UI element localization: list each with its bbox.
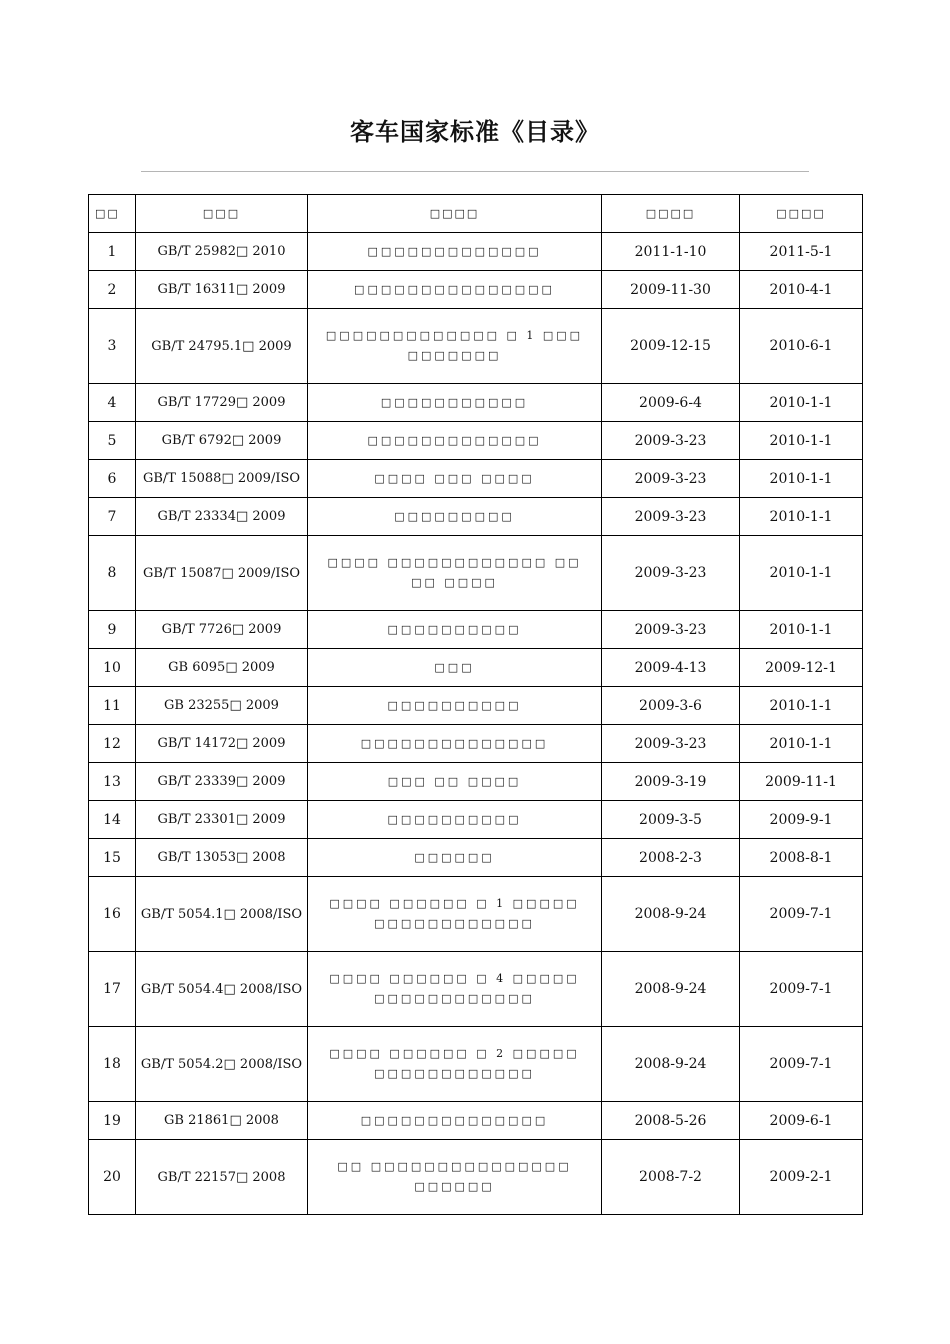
row-code: GB/T 14172□ 2009 xyxy=(136,725,308,763)
row-name xyxy=(308,649,602,687)
row-name-line: □□□□□□□□□□□□□ xyxy=(367,433,542,447)
row-name xyxy=(308,233,602,271)
row-name-line: □□□□□□ xyxy=(414,850,495,864)
row-effective-date: 2010-1-1 xyxy=(740,725,863,763)
row-code: GB/T 17729□ 2009 xyxy=(136,384,308,422)
row-effective-date: 2010-4-1 xyxy=(740,271,863,309)
row-name xyxy=(308,763,602,801)
row-name xyxy=(308,801,602,839)
row-name-line: □□□□□□□□□□□□ xyxy=(374,1067,535,1080)
row-code: GB/T 15087□ 2009/ISO xyxy=(136,536,308,611)
row-name xyxy=(308,952,602,1027)
row-no: 2 xyxy=(89,271,136,309)
table-row xyxy=(89,271,863,309)
row-name-line: □□ □□□□ xyxy=(411,576,498,589)
row-effective-date: 2010-1-1 xyxy=(740,498,863,536)
row-name-line: □□□□□□□□□□□□□□ xyxy=(360,736,549,750)
row-name-line: □□□□ □□□□□□ □ 2 □□□□□ xyxy=(329,1047,580,1060)
row-name-line: □□□□□□□□□□ xyxy=(387,622,522,636)
row-code: GB/T 25982□ 2010 xyxy=(136,233,308,271)
header-no: □□ xyxy=(89,195,136,233)
row-no: 12 xyxy=(89,725,136,763)
row-no: 4 xyxy=(89,384,136,422)
table-row xyxy=(89,422,863,460)
row-effective-date: 2010-1-1 xyxy=(740,687,863,725)
row-release-date: 2009-3-23 xyxy=(602,725,740,763)
row-name xyxy=(308,725,602,763)
table-row xyxy=(89,536,863,611)
row-no: 11 xyxy=(89,687,136,725)
row-effective-date: 2009-9-1 xyxy=(740,801,863,839)
row-name xyxy=(308,1140,602,1215)
row-code: GB 23255□ 2009 xyxy=(136,687,308,725)
row-name-line: □□□□ □□□□□□□□□□□□ □□ xyxy=(327,556,582,569)
header-release-date: □□□□ xyxy=(602,195,740,233)
row-release-date: 2009-11-30 xyxy=(602,271,740,309)
table-row xyxy=(89,801,863,839)
row-name xyxy=(308,611,602,649)
table-row xyxy=(89,877,863,952)
row-name-line: □□□□□□□□□□□□□□□ xyxy=(354,282,555,296)
row-code: GB/T 6792□ 2009 xyxy=(136,422,308,460)
row-name-line: □□□ xyxy=(434,660,475,674)
row-release-date: 2009-3-23 xyxy=(602,422,740,460)
table-row xyxy=(89,725,863,763)
table-row xyxy=(89,1027,863,1102)
row-no: 1 xyxy=(89,233,136,271)
table-row xyxy=(89,1102,863,1140)
row-no: 15 xyxy=(89,839,136,877)
row-name xyxy=(308,839,602,877)
row-release-date: 2009-6-4 xyxy=(602,384,740,422)
row-no: 10 xyxy=(89,649,136,687)
table-row xyxy=(89,763,863,801)
row-code: GB/T 24795.1□ 2009 xyxy=(136,309,308,384)
table-row xyxy=(89,952,863,1027)
row-name xyxy=(308,498,602,536)
table-row xyxy=(89,1140,863,1215)
row-effective-date: 2010-1-1 xyxy=(740,536,863,611)
row-no: 17 xyxy=(89,952,136,1027)
row-name xyxy=(308,877,602,952)
row-no: 14 xyxy=(89,801,136,839)
table-row xyxy=(89,687,863,725)
row-name xyxy=(308,271,602,309)
row-name-line: □□□□ □□□□□□ □ 4 □□□□□ xyxy=(329,972,580,985)
row-effective-date: 2010-6-1 xyxy=(740,309,863,384)
row-release-date: 2008-9-24 xyxy=(602,877,740,952)
row-code: GB/T 5054.1□ 2008/ISO xyxy=(136,877,308,952)
row-no: 5 xyxy=(89,422,136,460)
row-no: 16 xyxy=(89,877,136,952)
row-no: 13 xyxy=(89,763,136,801)
table-row xyxy=(89,460,863,498)
header-name: □□□□ xyxy=(308,195,602,233)
table-row xyxy=(89,839,863,877)
row-effective-date: 2010-1-1 xyxy=(740,384,863,422)
row-effective-date: 2008-8-1 xyxy=(740,839,863,877)
row-name-line: □□□□□□□□□□ xyxy=(387,698,522,712)
row-release-date: 2009-12-15 xyxy=(602,309,740,384)
row-code: GB 6095□ 2009 xyxy=(136,649,308,687)
row-effective-date: 2009-2-1 xyxy=(740,1140,863,1215)
table-row xyxy=(89,384,863,422)
row-name-line: □□□□ □□□ □□□□ xyxy=(374,471,535,485)
row-name xyxy=(308,1102,602,1140)
title-divider xyxy=(141,171,809,172)
row-no: 8 xyxy=(89,536,136,611)
row-code: GB/T 5054.2□ 2008/ISO xyxy=(136,1027,308,1102)
row-name-line: □□□□□□□□□□□ xyxy=(380,395,529,409)
row-name-line: □□□□□□□□□□□□□ □ 1 □□□ xyxy=(325,329,584,342)
row-code: GB/T 23301□ 2009 xyxy=(136,801,308,839)
row-effective-date: 2010-1-1 xyxy=(740,460,863,498)
row-code: GB/T 22157□ 2008 xyxy=(136,1140,308,1215)
row-no: 3 xyxy=(89,309,136,384)
row-code: GB/T 23339□ 2009 xyxy=(136,763,308,801)
page-title: 客车国家标准《目录》 xyxy=(350,118,600,146)
row-name-line: □□□ □□ □□□□ xyxy=(387,774,522,788)
row-effective-date: 2009-11-1 xyxy=(740,763,863,801)
row-release-date: 2008-7-2 xyxy=(602,1140,740,1215)
row-name xyxy=(308,536,602,611)
row-effective-date: 2010-1-1 xyxy=(740,611,863,649)
row-effective-date: 2009-7-1 xyxy=(740,877,863,952)
row-no: 9 xyxy=(89,611,136,649)
table-row xyxy=(89,309,863,384)
row-code: GB/T 7726□ 2009 xyxy=(136,611,308,649)
row-name xyxy=(308,422,602,460)
row-name-line: □□ □□□□□□□□□□□□□□□ xyxy=(337,1160,572,1173)
row-effective-date: 2009-12-1 xyxy=(740,649,863,687)
table-row xyxy=(89,611,863,649)
row-release-date: 2008-9-24 xyxy=(602,952,740,1027)
row-name xyxy=(308,384,602,422)
row-name-line: □□□□□□□ xyxy=(407,349,502,362)
table-header-row xyxy=(89,195,863,233)
row-release-date: 2011-1-10 xyxy=(602,233,740,271)
row-code: GB/T 5054.4□ 2008/ISO xyxy=(136,952,308,1027)
row-release-date: 2008-5-26 xyxy=(602,1102,740,1140)
row-name-line: □□□□□□ xyxy=(414,1180,495,1193)
standards-table xyxy=(88,194,863,1215)
row-no: 18 xyxy=(89,1027,136,1102)
row-name-line: □□□□□□□□□ xyxy=(394,509,515,523)
row-name-line: □□□□□□□□□□□□ xyxy=(374,917,535,930)
row-name xyxy=(308,687,602,725)
row-release-date: 2009-3-19 xyxy=(602,763,740,801)
table-row xyxy=(89,498,863,536)
row-code: GB/T 23334□ 2009 xyxy=(136,498,308,536)
row-effective-date: 2009-7-1 xyxy=(740,952,863,1027)
row-name xyxy=(308,1027,602,1102)
row-code: GB 21861□ 2008 xyxy=(136,1102,308,1140)
row-release-date: 2009-3-23 xyxy=(602,536,740,611)
table-row xyxy=(89,649,863,687)
row-name-line: □□□□□□□□□□ xyxy=(387,812,522,826)
row-name xyxy=(308,309,602,384)
row-release-date: 2008-9-24 xyxy=(602,1027,740,1102)
row-release-date: 2009-3-23 xyxy=(602,611,740,649)
row-effective-date: 2011-5-1 xyxy=(740,233,863,271)
row-no: 6 xyxy=(89,460,136,498)
row-release-date: 2009-4-13 xyxy=(602,649,740,687)
row-release-date: 2009-3-6 xyxy=(602,687,740,725)
header-effective-date: □□□□ xyxy=(740,195,863,233)
row-release-date: 2008-2-3 xyxy=(602,839,740,877)
header-code: □□□ xyxy=(136,195,308,233)
table-row xyxy=(89,233,863,271)
row-no: 20 xyxy=(89,1140,136,1215)
row-effective-date: 2010-1-1 xyxy=(740,422,863,460)
row-code: GB/T 13053□ 2008 xyxy=(136,839,308,877)
row-no: 7 xyxy=(89,498,136,536)
row-name-line: □□□□□□□□□□□□□□ xyxy=(360,1113,549,1127)
row-code: GB/T 15088□ 2009/ISO xyxy=(136,460,308,498)
row-release-date: 2009-3-23 xyxy=(602,460,740,498)
row-name-line: □□□□□□□□□□□□ xyxy=(374,992,535,1005)
row-name xyxy=(308,460,602,498)
row-code: GB/T 16311□ 2009 xyxy=(136,271,308,309)
row-name-line: □□□□□□□□□□□□□ xyxy=(367,244,542,258)
row-release-date: 2009-3-23 xyxy=(602,498,740,536)
row-effective-date: 2009-7-1 xyxy=(740,1027,863,1102)
row-release-date: 2009-3-5 xyxy=(602,801,740,839)
row-name-line: □□□□ □□□□□□ □ 1 □□□□□ xyxy=(329,897,580,910)
row-no: 19 xyxy=(89,1102,136,1140)
row-effective-date: 2009-6-1 xyxy=(740,1102,863,1140)
